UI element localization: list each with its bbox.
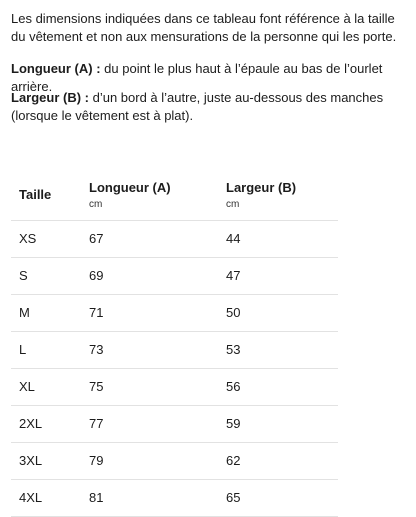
- header-length-unit: cm: [89, 199, 103, 210]
- header-width-label: Largeur (B): [226, 180, 297, 195]
- definition-width-text: d’un bord à l’autre, juste au-dessous des manches (lorsque le vêtement est à plat).: [11, 90, 384, 123]
- cell-width: 44: [226, 220, 338, 257]
- cell-length: 67: [89, 220, 226, 257]
- definition-width: [11, 89, 411, 125]
- cell-size: S: [11, 257, 89, 294]
- cell-size: 3XL: [11, 442, 89, 479]
- cell-width: 65: [226, 479, 338, 516]
- cell-size: M: [11, 294, 89, 331]
- cell-width: 62: [226, 442, 338, 479]
- cell-length: 73: [89, 331, 226, 368]
- header-length: [89, 170, 226, 220]
- cell-size: 2XL: [11, 405, 89, 442]
- table-row: [11, 294, 338, 331]
- definition-length-text: du point le plus haut à l’épaule au bas de l’ourlet arrière.: [11, 61, 383, 94]
- cell-width: 59: [226, 405, 338, 442]
- header-size: Taille: [19, 187, 52, 202]
- cell-width: 50: [226, 294, 338, 331]
- table-row: [11, 405, 338, 442]
- header-width: [226, 170, 338, 220]
- cell-length: 69: [89, 257, 226, 294]
- cell-width: 56: [226, 368, 338, 405]
- definition-width-term: Largeur (B) :: [11, 90, 89, 105]
- cell-length: 77: [89, 405, 226, 442]
- cell-length: 81: [89, 479, 226, 516]
- table-row: [11, 220, 338, 257]
- cell-length: 79: [89, 442, 226, 479]
- cell-width: 47: [226, 257, 338, 294]
- table-row: [11, 331, 338, 368]
- size-table: [11, 170, 338, 517]
- cell-width: 53: [226, 331, 338, 368]
- cell-size: XL: [11, 368, 89, 405]
- header-width-unit: cm: [226, 199, 240, 210]
- definition-length-term: Longueur (A) :: [11, 61, 101, 76]
- header-length-label: Longueur (A): [89, 180, 171, 195]
- cell-length: 75: [89, 368, 226, 405]
- table-row: [11, 257, 338, 294]
- table-row: [11, 479, 338, 516]
- intro-text: Les dimensions indiquées dans ce tableau font référence à la taille du vêtement et non aux mensurations de la personne qui les porte.: [11, 11, 397, 44]
- cell-size: XS: [11, 220, 89, 257]
- cell-size: 4XL: [11, 479, 89, 516]
- table-row: [11, 442, 338, 479]
- table-header-row: [11, 170, 338, 220]
- cell-length: 71: [89, 294, 226, 331]
- cell-size: L: [11, 331, 89, 368]
- table-row: [11, 368, 338, 405]
